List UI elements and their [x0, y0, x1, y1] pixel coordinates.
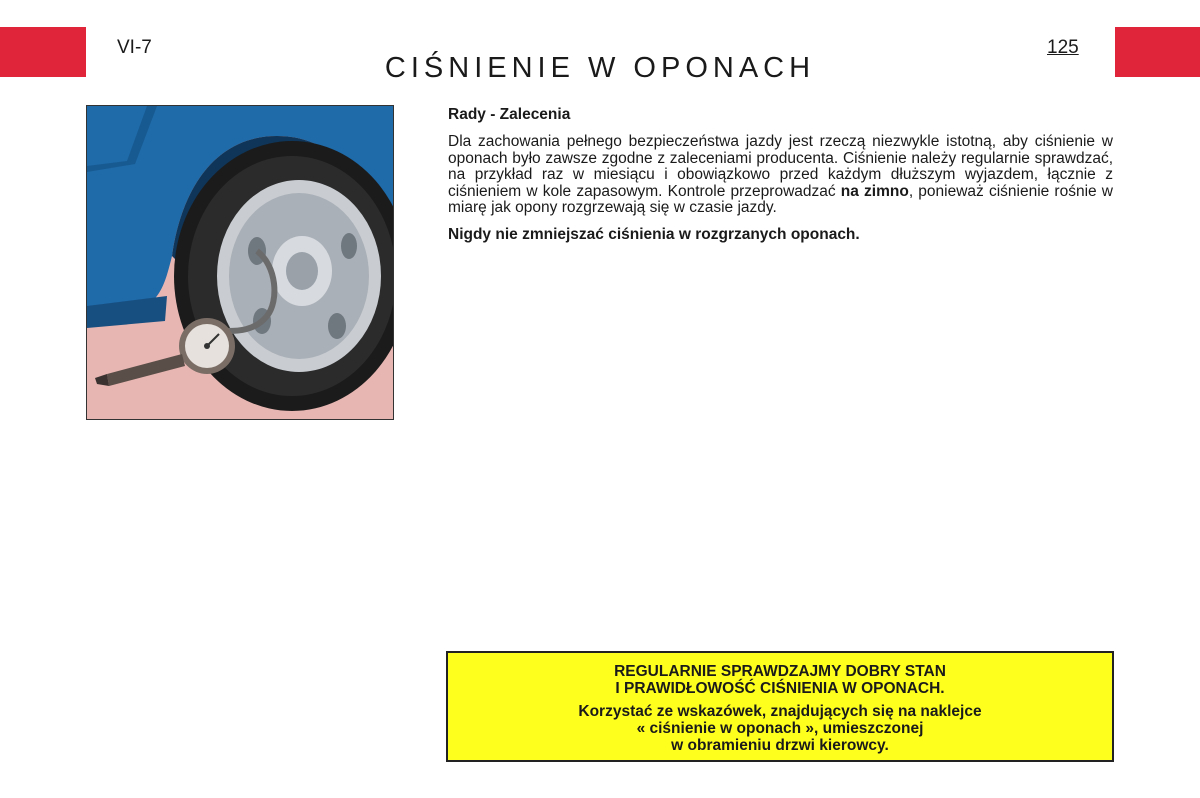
section-heading: Rady - Zalecenia [448, 106, 571, 123]
right-red-tab [1115, 27, 1200, 77]
content-area [448, 106, 1113, 244]
paragraph-part2: , ponieważ ciśnienie rośnie w miarę jak opony rozgrzewają się w czasie jazdy. [448, 182, 1113, 216]
tire-pressure-illustration [86, 105, 394, 420]
section-code: VI-7 [117, 37, 152, 58]
recommendation-paragraph [448, 134, 1113, 217]
notice-title-line1: REGULARNIE SPRAWDZAJMY DOBRY STAN [614, 663, 946, 680]
notice-title [448, 663, 1112, 697]
notice-body-line1: Korzystać ze wskazówek, znajdujących się na naklejce [578, 703, 982, 720]
notice-body-line2: « ciśnienie w oponach », umieszczonej [636, 720, 924, 737]
notice-box [446, 651, 1114, 762]
left-red-tab [0, 27, 86, 77]
paragraph-part1: Dla zachowania pełnego bezpieczeństwa jazdy jest rzeczą niezwykle istotną, aby ciśnienie w oponach było zawsze zgodne z zaleceniami producenta. Ciśnienie należy regularnie sprawdzać, na przykład raz w miesiącu i obowiązkowo przed każdym dłuższym wyjazdem, łącznie z ciśnieniem w kole zapasowym. Kontrole przeprowadzać [448, 133, 1113, 200]
notice-title-line2: I PRAWIDŁOWOŚĆ CIŚNIENIA W OPONACH. [615, 680, 945, 697]
warning-text: Nigdy nie zmniejszać ciśnienia w rozgrzanych oponach. [448, 225, 860, 243]
page-title: CIŚNIENIE W OPONACH [384, 52, 816, 85]
paragraph-bold: na zimno [840, 182, 909, 200]
notice-body [448, 703, 1112, 754]
notice-body-line3: w obramieniu drzwi kierowcy. [671, 737, 889, 754]
page-number: 125 [1047, 37, 1079, 58]
